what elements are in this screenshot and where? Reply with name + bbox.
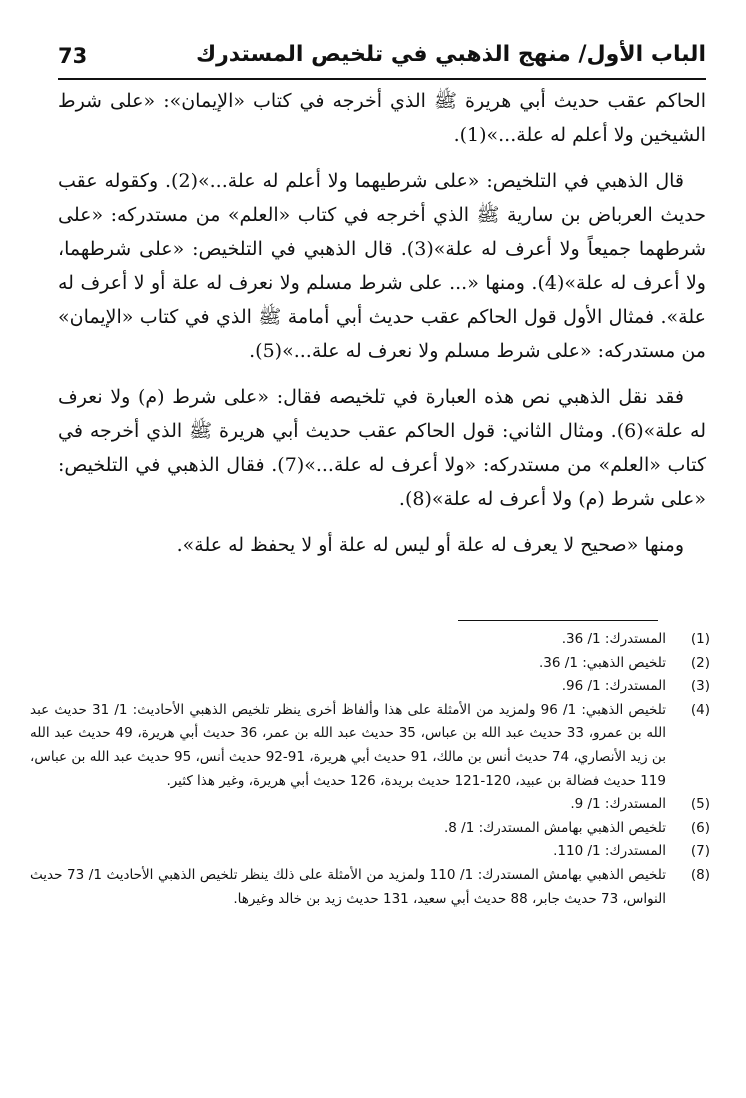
footnote-text: المستدرك: 1/ 110. bbox=[553, 843, 666, 860]
footnote-number: (4) bbox=[690, 701, 710, 718]
footnote-number: (2) bbox=[690, 654, 710, 671]
footnote-number: (5) bbox=[690, 796, 710, 813]
footnote bbox=[30, 675, 710, 699]
footnote-text: المستدرك: 1/ 9. bbox=[570, 796, 666, 813]
footnote-number: (8) bbox=[690, 866, 710, 883]
footnote-text: المستدرك: 1/ 36. bbox=[561, 631, 666, 647]
footnote-text: تلخيص الذهبي: 1/ 36. bbox=[538, 654, 666, 671]
footnote-number: (1) bbox=[690, 631, 710, 647]
footnote bbox=[30, 840, 710, 864]
footnote-separator bbox=[458, 620, 658, 621]
paragraph: ومنها «صحيح لا يعرف له علة أو ليس له علة أو لا يحفظ له علة». bbox=[176, 534, 684, 556]
footnote-number: (7) bbox=[690, 843, 710, 860]
footnote bbox=[30, 652, 710, 676]
footnote bbox=[30, 628, 710, 652]
paragraph: قال الذهبي في التلخيص: «على شرطيهما ولا أعلم له علة...»(2). وكقوله عقب حديث العرباض بن سارية ﷺ الذي أخرجه في كتاب «العلم» من مستدركه: «على شرطهما جميعاً ولا أعرف له علة»(3). قال الذهبي في التلخيص: «على شرطهما، ولا أعرف له علة»(4). ومنها «... على شرط مسلم ولا نعرف له علة أو لا أعرف له علة». فمثال الأول قول الحاكم عقب حديث أبي أمامة ﷺ الذي في كتاب «الإيمان» من مستدركه: «على شرط مسلم ولا نعرف له علة...»(5). bbox=[58, 170, 706, 362]
footnote-number: (6) bbox=[690, 819, 710, 836]
paragraph: الحاكم عقب حديث أبي هريرة ﷺ الذي أخرجه في كتاب «الإيمان»: «على شرط الشيخين ولا أعلم له علة...»(1). bbox=[58, 90, 706, 146]
footnote bbox=[30, 699, 710, 793]
footnote-text: تلخيص الذهبي بهامش المستدرك: 1/ 8. bbox=[443, 819, 666, 836]
running-title: الباب الأول/ منهج الذهبي في تلخيص المستدرك bbox=[195, 42, 706, 67]
footnote-number: (3) bbox=[690, 678, 710, 695]
main-text bbox=[58, 84, 706, 574]
footnote-text: المستدرك: 1/ 96. bbox=[561, 678, 666, 695]
paragraph: فقد نقل الذهبي نص هذه العبارة في تلخيصه فقال: «على شرط (م) ولا نعرف له علة»(6). ومثال الثاني: قول الحاكم عقب حديث أبي هريرة ﷺ الذي أخرجه في كتاب «العلم» من مستدركه: «ولا أعرف له علة...»(7). فقال الذهبي في التلخيص: «على شرط (م) ولا أعرف له علة»(8). bbox=[58, 386, 706, 510]
footnotes bbox=[30, 628, 710, 911]
footnote-text: تلخيص الذهبي: 1/ 96 ولمزيد من الأمثلة على هذا وألفاظ أخرى ينظر تلخيص الذهبي الأحاديث: 1/ 31 حديث عبد الله بن عمرو، 33 حديث عبد الله بن عباس، 35 حديث عبد الله بن عمر، 36 حديث أبي هريرة، 49 حديث عبد الله بن زيد الأنصاري، 74 حديث أنس بن مالك، 91 حديث أبي هريرة، 91-92 حديث أنس، 95 حديث عبد الله بن عباس، 119 حديث فضالة بن عبيد، 120-121 حديث بريدة، 126 حديث أبي هريرة، وغير هذا كثير. bbox=[30, 701, 666, 789]
footnote bbox=[30, 864, 710, 911]
footnote-text: تلخيص الذهبي بهامش المستدرك: 1/ 110 ولمزيد من الأمثلة على ذلك ينظر تلخيص الذهبي الأحاديث 1/ 73 حديث النواس، 73 حديث جابر، 88 حديث أبي سعيد، 131 حديث زيد بن خالد وغيرها. bbox=[30, 866, 666, 907]
page-number: 73 bbox=[58, 44, 88, 68]
footnote bbox=[30, 793, 710, 817]
page-header bbox=[58, 38, 706, 80]
footnote bbox=[30, 817, 710, 841]
